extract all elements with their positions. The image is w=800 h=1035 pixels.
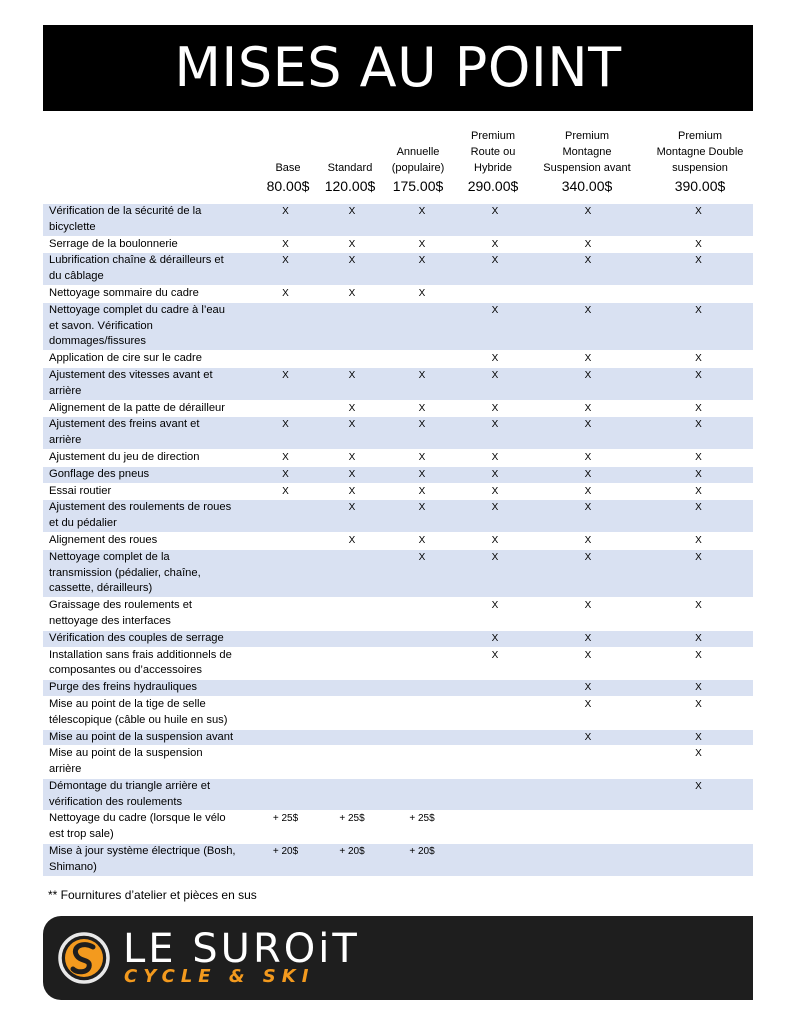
package-mark: X: [318, 532, 386, 549]
package-mark: X: [318, 449, 386, 466]
package-mark: X: [458, 302, 532, 350]
table-row: [43, 778, 753, 811]
package-mark: X: [253, 417, 318, 450]
package-mark: X: [644, 549, 753, 597]
package-mark: X: [644, 204, 753, 236]
package-mark: X: [253, 253, 318, 286]
package-mark: [386, 746, 458, 779]
package-mark: X: [644, 483, 753, 500]
package-mark: X: [532, 630, 644, 647]
package-mark: X: [532, 449, 644, 466]
package-mark: [532, 811, 644, 844]
package-mark: X: [318, 466, 386, 483]
package-mark: X: [532, 598, 644, 631]
table-row: [43, 449, 753, 466]
package-name-5: Premium Montagne Suspension avant: [543, 130, 631, 174]
package-mark: + 20$: [318, 844, 386, 877]
service-label: Mise au point de la tige de selle télescopique (câble ou huile en sus): [43, 696, 253, 729]
package-mark: X: [253, 204, 318, 236]
package-mark: X: [532, 549, 644, 597]
package-mark: X: [318, 253, 386, 286]
package-mark: X: [253, 483, 318, 500]
package-name-3: Annuelle (populaire): [391, 146, 445, 174]
table-row: [43, 351, 753, 368]
package-mark: X: [644, 696, 753, 729]
package-mark: X: [644, 680, 753, 697]
services-table: [43, 204, 753, 877]
service-label: Nettoyage du cadre (lorsque le vélo est trop sale): [43, 811, 253, 844]
package-mark: [253, 500, 318, 533]
package-mark: [253, 549, 318, 597]
package-mark: + 20$: [386, 844, 458, 877]
service-label: Purge des freins hydrauliques: [43, 680, 253, 697]
package-mark: X: [458, 630, 532, 647]
package-mark: X: [386, 466, 458, 483]
footer-logo-bar: [43, 916, 753, 1000]
service-label: Application de cire sur le cadre: [43, 351, 253, 368]
package-mark: X: [318, 204, 386, 236]
package-mark: [318, 302, 386, 350]
package-mark: [458, 778, 532, 811]
package-mark: [458, 811, 532, 844]
package-mark: X: [386, 500, 458, 533]
package-mark: X: [458, 549, 532, 597]
service-label: Installation sans frais additionnels de composantes ou d’accessoires: [43, 647, 253, 680]
package-mark: X: [318, 500, 386, 533]
service-label: Lubrification chaîne & dérailleurs et du câblage: [43, 253, 253, 286]
package-mark: X: [386, 400, 458, 417]
package-price-1: 80.00$: [266, 178, 310, 194]
package-mark: [386, 696, 458, 729]
table-row: [43, 746, 753, 779]
service-label: Vérification des couples de serrage: [43, 630, 253, 647]
table-row: [43, 500, 753, 533]
service-label: Mise au point de la suspension avant: [43, 729, 253, 746]
table-row: [43, 367, 753, 400]
package-mark: X: [644, 532, 753, 549]
package-price-4: 290.00$: [467, 178, 519, 194]
package-mark: X: [458, 598, 532, 631]
package-mark: [318, 680, 386, 697]
logo-tagline: CYCLE & SKI: [124, 966, 315, 987]
package-mark: X: [386, 367, 458, 400]
package-mark: X: [458, 204, 532, 236]
package-mark: [318, 630, 386, 647]
title-banner: [43, 25, 753, 111]
package-mark: X: [318, 483, 386, 500]
package-price-3: 175.00$: [392, 178, 444, 194]
package-mark: X: [532, 483, 644, 500]
package-mark: X: [386, 549, 458, 597]
package-mark: + 25$: [386, 811, 458, 844]
package-mark: [532, 844, 644, 877]
table-row: [43, 236, 753, 253]
logo-name: LE SUROiT: [123, 926, 360, 972]
package-mark: X: [318, 400, 386, 417]
package-mark: + 25$: [318, 811, 386, 844]
package-mark: X: [318, 236, 386, 253]
package-mark: [386, 778, 458, 811]
package-mark: X: [532, 367, 644, 400]
package-mark: X: [458, 500, 532, 533]
package-mark: [318, 647, 386, 680]
package-mark: X: [458, 532, 532, 549]
service-label: Mise au point de la suspension arrière: [43, 746, 253, 779]
package-mark: X: [644, 500, 753, 533]
table-row: [43, 285, 753, 302]
package-mark: X: [644, 466, 753, 483]
package-mark: X: [532, 253, 644, 286]
package-price-5: 340.00$: [561, 178, 613, 194]
table-row: [43, 680, 753, 697]
table-row: [43, 466, 753, 483]
footnote: ** Fournitures d’atelier et pièces en sus: [48, 888, 257, 902]
package-mark: X: [318, 417, 386, 450]
table-row: [43, 417, 753, 450]
package-mark: X: [386, 204, 458, 236]
table-row: [43, 647, 753, 680]
package-mark: X: [532, 647, 644, 680]
package-price-6: 390.00$: [674, 178, 726, 194]
package-mark: X: [458, 253, 532, 286]
service-label: Ajustement des roulements de roues et du pédalier: [43, 500, 253, 533]
package-mark: X: [644, 630, 753, 647]
service-label: Essai routier: [43, 483, 253, 500]
package-mark: X: [386, 285, 458, 302]
package-mark: [644, 811, 753, 844]
table-row: [43, 729, 753, 746]
service-label: Alignement des roues: [43, 532, 253, 549]
table-row: [43, 483, 753, 500]
package-mark: [644, 844, 753, 877]
package-mark: [458, 746, 532, 779]
table-row: [43, 844, 753, 877]
table-row: [43, 630, 753, 647]
service-label: Démontage du triangle arrière et vérification des roulements: [43, 778, 253, 811]
package-mark: X: [253, 285, 318, 302]
package-mark: X: [458, 483, 532, 500]
package-mark: [386, 729, 458, 746]
service-label: Alignement de la patte de dérailleur: [43, 400, 253, 417]
package-mark: X: [458, 417, 532, 450]
package-mark: X: [458, 449, 532, 466]
package-mark: [386, 647, 458, 680]
package-mark: X: [644, 449, 753, 466]
package-mark: [253, 532, 318, 549]
package-mark: [253, 647, 318, 680]
package-mark: [458, 729, 532, 746]
package-mark: [253, 778, 318, 811]
package-mark: X: [532, 500, 644, 533]
package-mark: X: [532, 680, 644, 697]
package-mark: X: [532, 417, 644, 450]
package-mark: X: [458, 400, 532, 417]
package-mark: X: [644, 746, 753, 779]
package-mark: X: [386, 236, 458, 253]
package-mark: X: [253, 367, 318, 400]
table-row: [43, 598, 753, 631]
service-label: Ajustement des freins avant et arrière: [43, 417, 253, 450]
package-mark: [386, 302, 458, 350]
package-mark: X: [644, 729, 753, 746]
package-mark: X: [318, 285, 386, 302]
package-mark: X: [644, 598, 753, 631]
package-mark: [253, 680, 318, 697]
package-mark: X: [532, 204, 644, 236]
package-mark: X: [458, 466, 532, 483]
package-mark: [458, 696, 532, 729]
package-mark: X: [458, 647, 532, 680]
package-mark: [253, 302, 318, 350]
package-mark: X: [253, 466, 318, 483]
package-mark: [253, 746, 318, 779]
package-mark: X: [532, 532, 644, 549]
package-name-2: Standard: [327, 162, 373, 174]
service-label: Vérification de la sécurité de la bicyclette: [43, 204, 253, 236]
package-mark: X: [532, 466, 644, 483]
table-row: [43, 549, 753, 597]
table-row: [43, 302, 753, 350]
package-mark: X: [644, 778, 753, 811]
package-mark: [318, 549, 386, 597]
package-mark: [532, 285, 644, 302]
logo-mark-icon: [55, 929, 113, 987]
service-label: Nettoyage complet de la transmission (pédalier, chaîne, cassette, dérailleurs): [43, 549, 253, 597]
service-label: Nettoyage complet du cadre à l’eau et savon. Vérification dommages/fissures: [43, 302, 253, 350]
package-mark: [458, 285, 532, 302]
package-mark: [532, 778, 644, 811]
package-mark: X: [532, 236, 644, 253]
service-label: Nettoyage sommaire du cadre: [43, 285, 253, 302]
page-title: MISES AU POINT: [174, 36, 622, 99]
package-mark: X: [644, 367, 753, 400]
package-mark: X: [386, 253, 458, 286]
package-mark: X: [532, 302, 644, 350]
table-row: [43, 811, 753, 844]
package-mark: [253, 729, 318, 746]
service-label: Ajustement des vitesses avant et arrière: [43, 367, 253, 400]
package-mark: X: [253, 449, 318, 466]
package-mark: [644, 285, 753, 302]
package-mark: X: [644, 400, 753, 417]
package-mark: [386, 630, 458, 647]
package-mark: [458, 844, 532, 877]
package-mark: X: [386, 449, 458, 466]
service-label: Gonflage des pneus: [43, 466, 253, 483]
package-price-2: 120.00$: [324, 178, 376, 194]
package-mark: [318, 729, 386, 746]
package-name-1: Base: [275, 162, 301, 174]
package-mark: + 20$: [253, 844, 318, 877]
package-mark: X: [532, 729, 644, 746]
service-label: Mise à jour système électrique (Bosh, Shimano): [43, 844, 253, 877]
package-mark: X: [644, 236, 753, 253]
package-name-6: Premium Montagne Double suspension: [656, 130, 744, 174]
package-name-4: Premium Route ou Hybride: [470, 130, 516, 174]
package-mark: [253, 598, 318, 631]
package-mark: X: [458, 351, 532, 368]
table-row: [43, 696, 753, 729]
package-mark: [318, 778, 386, 811]
package-mark: X: [644, 351, 753, 368]
service-label: Graissage des roulements et nettoyage des interfaces: [43, 598, 253, 631]
package-mark: X: [532, 696, 644, 729]
package-mark: [253, 351, 318, 368]
package-mark: X: [644, 647, 753, 680]
package-mark: X: [644, 253, 753, 286]
package-mark: [458, 680, 532, 697]
package-mark: X: [253, 236, 318, 253]
package-mark: X: [532, 400, 644, 417]
package-mark: X: [386, 417, 458, 450]
package-mark: [532, 746, 644, 779]
service-label: Serrage de la boulonnerie: [43, 236, 253, 253]
table-row: [43, 204, 753, 236]
package-mark: [386, 598, 458, 631]
package-mark: X: [458, 367, 532, 400]
package-mark: X: [532, 351, 644, 368]
package-mark: X: [458, 236, 532, 253]
package-mark: + 25$: [253, 811, 318, 844]
table-row: [43, 253, 753, 286]
package-mark: [386, 351, 458, 368]
package-mark: [386, 680, 458, 697]
package-mark: [253, 400, 318, 417]
package-mark: X: [318, 367, 386, 400]
package-mark: [318, 746, 386, 779]
package-mark: [253, 630, 318, 647]
package-mark: [318, 696, 386, 729]
service-label: Ajustement du jeu de direction: [43, 449, 253, 466]
package-mark: [318, 598, 386, 631]
package-mark: [318, 351, 386, 368]
table-row: [43, 400, 753, 417]
package-mark: X: [644, 302, 753, 350]
table-row: [43, 532, 753, 549]
package-mark: [253, 696, 318, 729]
package-mark: X: [644, 417, 753, 450]
package-mark: X: [386, 483, 458, 500]
package-mark: X: [386, 532, 458, 549]
